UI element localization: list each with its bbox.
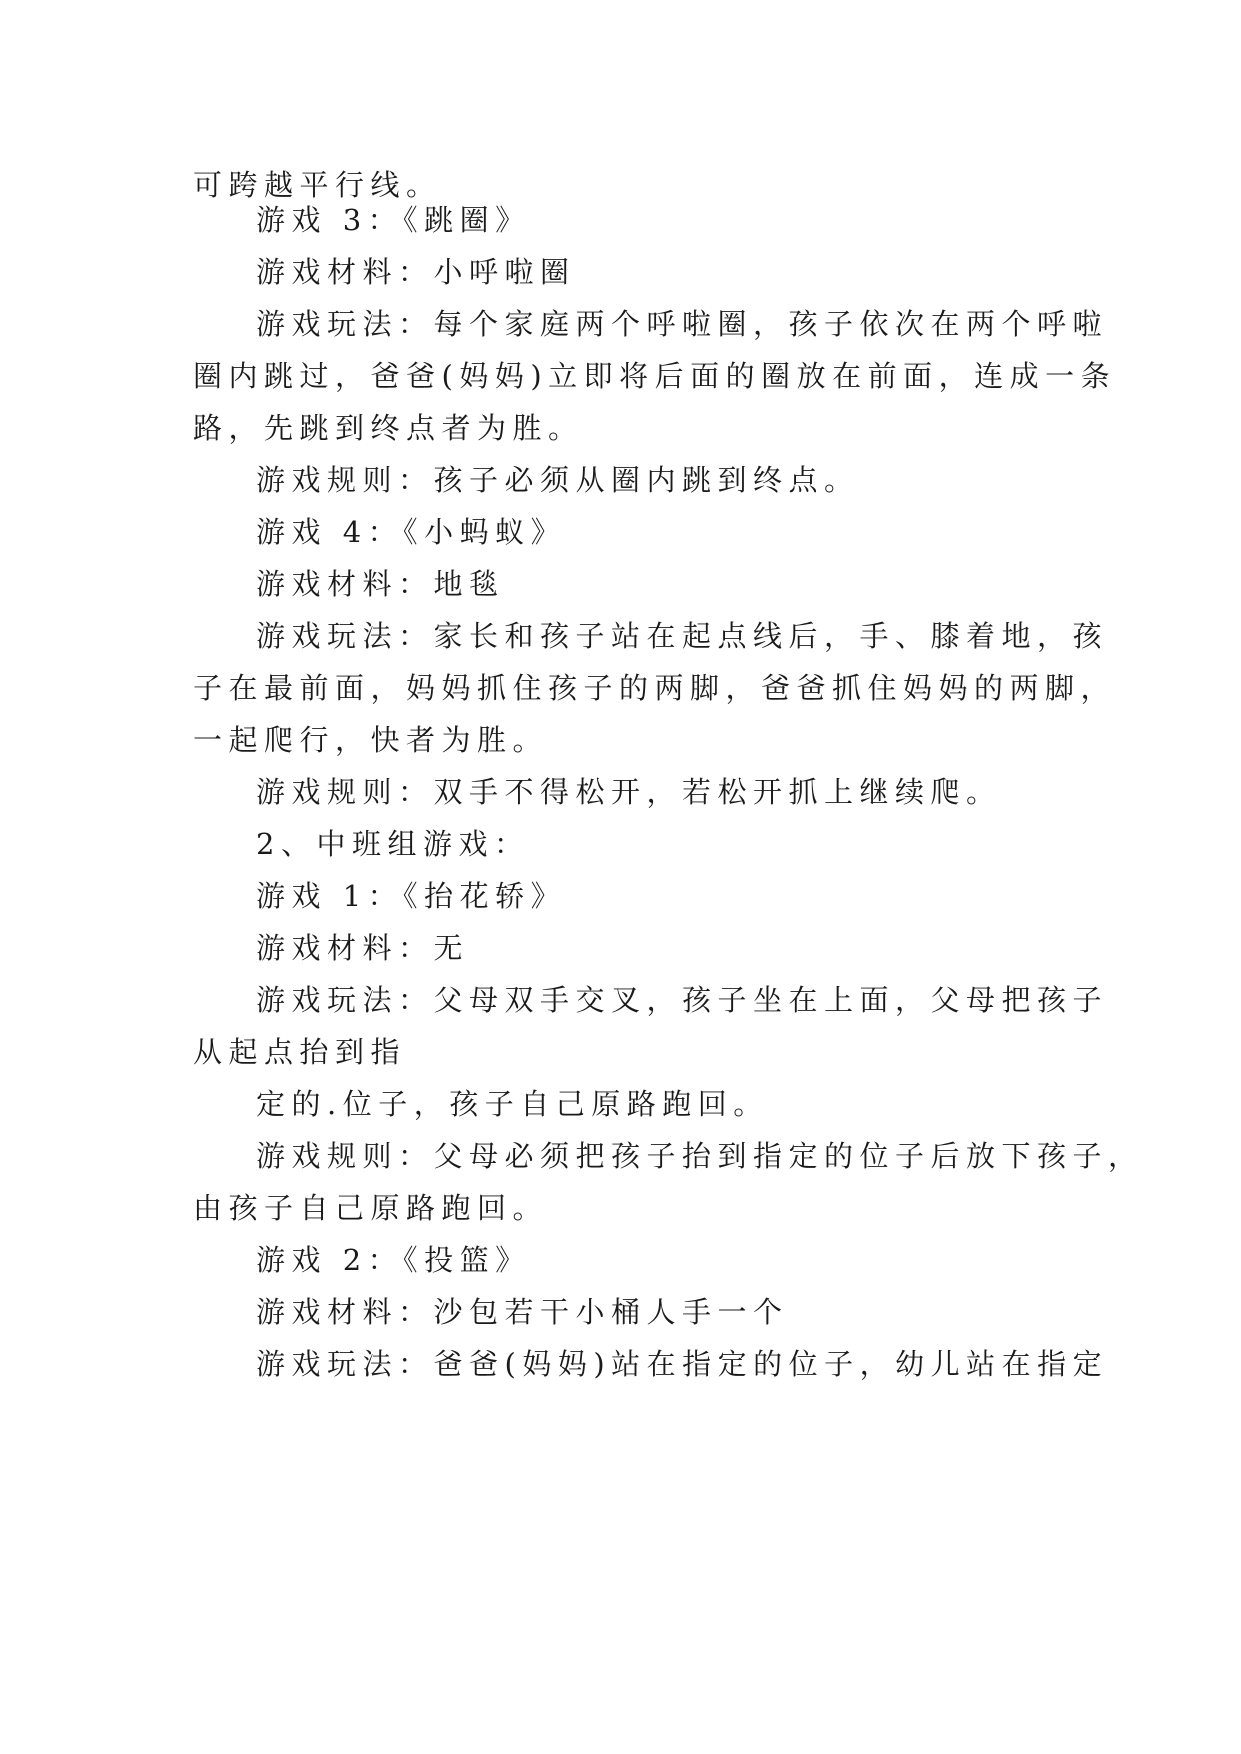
text-line: 游戏玩法：家长和孩子站在起点线后，手、膝着地，孩: [256, 619, 1109, 653]
text-line: 定的.位子，孩子自己原路跑回。: [256, 1087, 769, 1121]
text-line: 路，先跳到终点者为胜。: [193, 411, 584, 445]
text-line: 游戏规则：父母必须把孩子抬到指定的位子后放下孩子，: [256, 1139, 1144, 1173]
text-line: 游戏玩法：爸爸(妈妈)站在指定的位子，幼儿站在指定: [256, 1347, 1109, 1381]
text-line: 游戏 3：《跳圈》: [256, 203, 531, 237]
text-line: 由孩子自己原路跑回。: [193, 1191, 549, 1225]
text-line: 子在最前面，妈妈抓住孩子的两脚，爸爸抓住妈妈的两脚，: [193, 671, 1117, 705]
text-line: 可跨越平行线。: [193, 168, 442, 202]
text-line: 游戏 2：《投篮》: [256, 1243, 531, 1277]
text-line: 游戏玩法：每个家庭两个呼啦圈，孩子依次在两个呼啦: [256, 307, 1109, 341]
text-line: 游戏玩法：父母双手交叉，孩子坐在上面，父母把孩子: [256, 983, 1109, 1017]
section-heading: 2、中班组游戏：: [256, 827, 530, 861]
text-line: 游戏规则：双手不得松开，若松开抓上继续爬。: [256, 775, 1002, 809]
text-line: 游戏材料：无: [256, 931, 470, 965]
text-line: 游戏 1：《抬花轿》: [256, 879, 567, 913]
text-line: 从起点抬到指: [193, 1035, 407, 1069]
text-line: 圈内跳过，爸爸(妈妈)立即将后面的圈放在前面，连成一条: [193, 359, 1117, 393]
text-line: 游戏 4：《小蚂蚁》: [256, 515, 567, 549]
text-line: 一起爬行，快者为胜。: [193, 723, 549, 757]
text-line: 游戏材料：地毯: [256, 567, 505, 601]
text-line: 游戏材料：沙包若干小桶人手一个: [256, 1295, 789, 1329]
text-line: 游戏规则：孩子必须从圈内跳到终点。: [256, 463, 860, 497]
text-line: 游戏材料：小呼啦圈: [256, 255, 576, 289]
